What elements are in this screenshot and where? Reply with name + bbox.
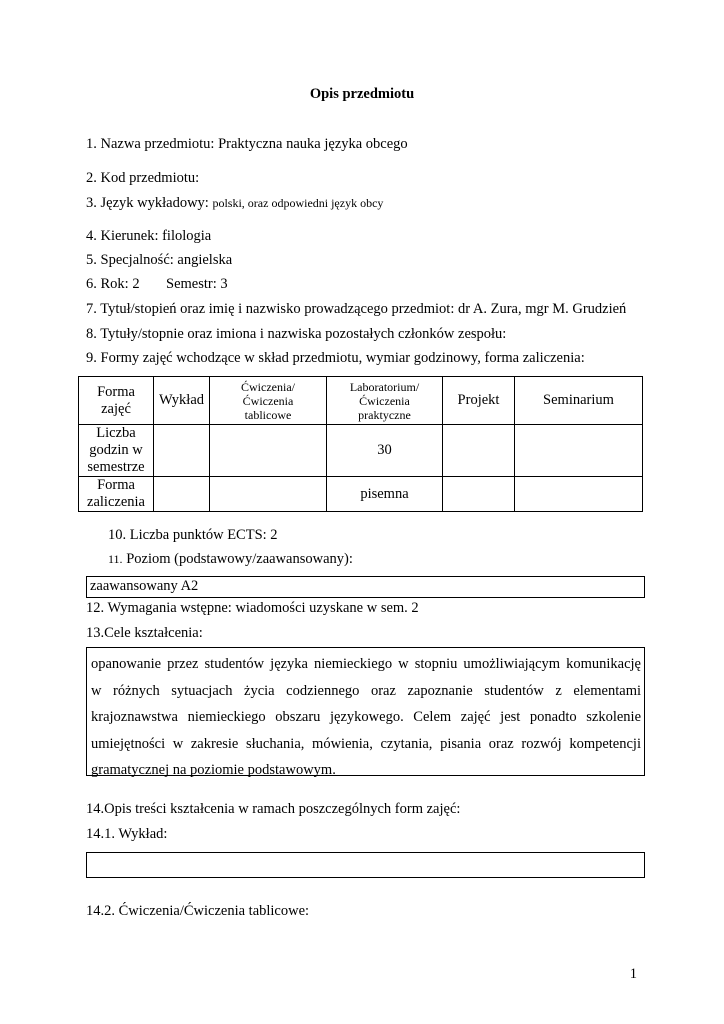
header-projekt: Projekt — [443, 377, 515, 425]
forms-table — [78, 376, 643, 512]
table-row-form — [79, 477, 643, 512]
row-hours-label: Liczba godzin w semestrze — [79, 425, 154, 477]
goals-line-4: umiejętności w zakresie słuchania, mówienia, czytania, pisania oraz rozwój kompetencji — [91, 735, 641, 752]
item-6-year: 6. Rok: 2 — [86, 276, 140, 292]
item-1-subject-name: 1. Nazwa przedmiotu: Praktyczna nauka języka obcego — [86, 136, 408, 152]
item-3-label: 3. Język wykładowy: — [86, 195, 213, 211]
header-wyklad: Wykład — [154, 377, 210, 425]
row-form-label: Forma zaliczenia — [79, 477, 154, 512]
item-9-forms: 9. Formy zajęć wchodzące w skład przedmiotu, wymiar godzinowy, forma zaliczenia: — [86, 350, 585, 366]
form-projekt — [443, 477, 515, 512]
forms-table-header-row — [79, 377, 643, 425]
header-laboratorium: Laboratorium/ Ćwiczenia praktyczne — [327, 377, 443, 425]
header-cwiczenia: Ćwiczenia/ Ćwiczenia tablicowe — [210, 377, 327, 425]
item-6-semester: Semestr: 3 — [166, 276, 228, 292]
header-seminarium: Seminarium — [515, 377, 643, 425]
goals-box — [86, 647, 645, 776]
item-11-level — [108, 551, 353, 568]
item-2-subject-code: 2. Kod przedmiotu: — [86, 170, 200, 186]
table-row-hours — [79, 425, 643, 477]
item-8-team: 8. Tytuły/stopnie oraz imiona i nazwiska pozostałych członków zespołu: — [86, 326, 507, 342]
item-11-number: 11. — [108, 552, 123, 566]
goals-line-3: krajoznawstwa niemieckiego obszaru językowego. Celem zajęć jest ponadto szkolenie — [91, 709, 641, 725]
lecture-box — [86, 852, 645, 878]
goals-line-2: w różnych sytuacjach życia codziennego oraz zapoznanie studentów z elementami — [91, 682, 641, 699]
item-7-instructor: 7. Tytuł/stopień oraz imię i nazwisko prowadzącego przedmiot: dr A. Zura, mgr M. Grudzień — [86, 301, 627, 317]
level-value: zaawansowany A2 — [90, 578, 199, 594]
form-seminarium — [515, 477, 643, 512]
item-3-language — [86, 195, 383, 212]
item-11-text: Poziom (podstawowy/zaawansowany): — [126, 551, 353, 567]
form-wyklad — [154, 477, 210, 512]
item-10-ects: 10. Liczba punktów ECTS: 2 — [108, 527, 278, 543]
header-forma: Forma zajęć — [79, 377, 154, 425]
hours-seminarium — [515, 425, 643, 477]
item-12-prerequisites: 12. Wymagania wstępne: wiadomości uzyskane w sem. 2 — [86, 600, 419, 616]
goals-line-1: opanowanie przez studentów języka niemieckiego w stopniu umożliwiającym komunikację — [91, 656, 641, 672]
item-13-goals-heading: 13.Cele kształcenia: — [86, 625, 203, 641]
level-value-box — [86, 576, 645, 598]
goals-line-5: gramatycznej na poziomie podstawowym. — [91, 762, 336, 778]
hours-wyklad — [154, 425, 210, 477]
item-14-1-lecture: 14.1. Wykład: — [86, 826, 168, 842]
hours-cwiczenia — [210, 425, 327, 477]
page-number: 1 — [629, 966, 637, 982]
item-3-value: polski, oraz odpowiedni język obcy — [212, 196, 384, 210]
form-cwiczenia — [210, 477, 327, 512]
item-14-2-exercises: 14.2. Ćwiczenia/Ćwiczenia tablicowe: — [86, 903, 310, 919]
hours-laboratorium: 30 — [327, 425, 443, 477]
hours-projekt — [443, 425, 515, 477]
item-4-field: 4. Kierunek: filologia — [86, 228, 212, 244]
item-14-content-heading: 14.Opis treści kształcenia w ramach poszczególnych form zajęć: — [86, 801, 461, 817]
form-laboratorium: pisemna — [327, 477, 443, 512]
document-title: Opis przedmiotu — [309, 86, 415, 102]
item-5-specialty: 5. Specjalność: angielska — [86, 252, 233, 268]
